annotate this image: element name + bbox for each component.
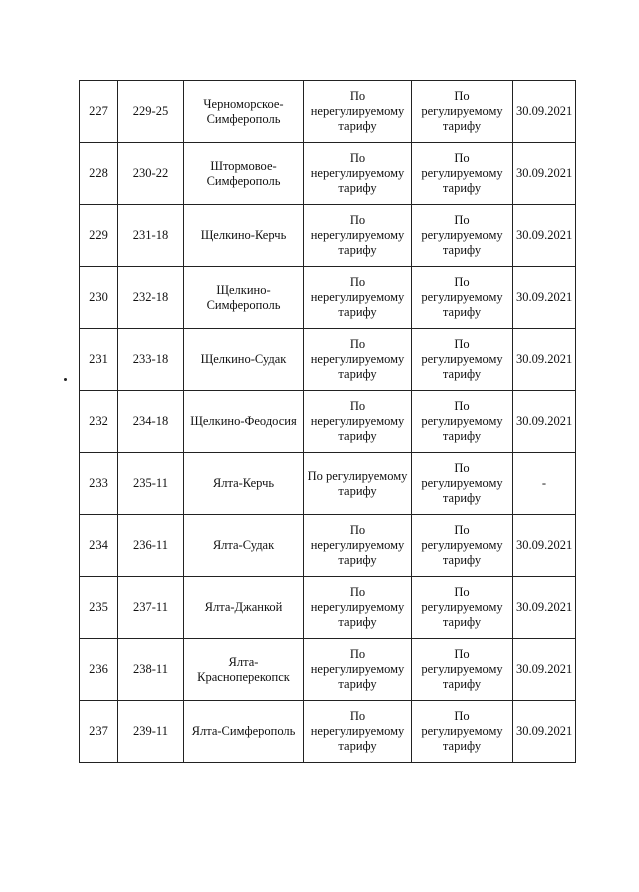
- current-tariff-type: По нерегулируемому тарифу: [304, 267, 412, 329]
- table-row: [80, 639, 576, 701]
- route-registration-number: 230-22: [118, 143, 184, 205]
- new-tariff-type: По регулируемому тарифу: [412, 143, 513, 205]
- table-row: [80, 267, 576, 329]
- current-tariff-type: По нерегулируемому тарифу: [304, 515, 412, 577]
- route-name: Щелкино-Феодосия: [184, 391, 304, 453]
- change-date: -: [513, 453, 576, 515]
- current-tariff-type: По нерегулируемому тарифу: [304, 639, 412, 701]
- current-tariff-type: По регулируемому тарифу: [304, 453, 412, 515]
- table-row: [80, 453, 576, 515]
- route-name: Ялта-Симферополь: [184, 701, 304, 763]
- current-tariff-type: По нерегулируемому тарифу: [304, 81, 412, 143]
- current-tariff-type: По нерегулируемому тарифу: [304, 577, 412, 639]
- new-tariff-type: По регулируемому тарифу: [412, 205, 513, 267]
- change-date: 30.09.2021: [513, 701, 576, 763]
- change-date: 30.09.2021: [513, 391, 576, 453]
- routes-table: [79, 80, 576, 763]
- route-name: Штормовое-Симферополь: [184, 143, 304, 205]
- table-row: [80, 515, 576, 577]
- current-tariff-type: По нерегулируемому тарифу: [304, 701, 412, 763]
- route-name: Ялта-Красноперекопск: [184, 639, 304, 701]
- route-name: Ялта-Керчь: [184, 453, 304, 515]
- route-registration-number: 229-25: [118, 81, 184, 143]
- change-date: 30.09.2021: [513, 329, 576, 391]
- route-registration-number: 239-11: [118, 701, 184, 763]
- current-tariff-type: По нерегулируемому тарифу: [304, 205, 412, 267]
- change-date: 30.09.2021: [513, 577, 576, 639]
- row-number: 227: [80, 81, 118, 143]
- current-tariff-type: По нерегулируемому тарифу: [304, 143, 412, 205]
- new-tariff-type: По регулируемому тарифу: [412, 81, 513, 143]
- row-number: 236: [80, 639, 118, 701]
- route-name: Щелкино-Симферополь: [184, 267, 304, 329]
- table-row: [80, 391, 576, 453]
- new-tariff-type: По регулируемому тарифу: [412, 391, 513, 453]
- route-registration-number: 233-18: [118, 329, 184, 391]
- route-name: Щелкино-Судак: [184, 329, 304, 391]
- row-number: 228: [80, 143, 118, 205]
- row-number: 233: [80, 453, 118, 515]
- scan-speck: [64, 378, 67, 381]
- route-registration-number: 234-18: [118, 391, 184, 453]
- row-number: 230: [80, 267, 118, 329]
- new-tariff-type: По регулируемому тарифу: [412, 267, 513, 329]
- new-tariff-type: По регулируемому тарифу: [412, 329, 513, 391]
- route-name: Щелкино-Керчь: [184, 205, 304, 267]
- route-registration-number: 238-11: [118, 639, 184, 701]
- table-row: [80, 329, 576, 391]
- route-registration-number: 232-18: [118, 267, 184, 329]
- change-date: 30.09.2021: [513, 205, 576, 267]
- row-number: 231: [80, 329, 118, 391]
- route-name: Черноморское-Симферополь: [184, 81, 304, 143]
- table-row: [80, 701, 576, 763]
- route-registration-number: 236-11: [118, 515, 184, 577]
- new-tariff-type: По регулируемому тарифу: [412, 515, 513, 577]
- table-row: [80, 143, 576, 205]
- row-number: 235: [80, 577, 118, 639]
- route-name: Ялта-Джанкой: [184, 577, 304, 639]
- table-row: [80, 205, 576, 267]
- change-date: 30.09.2021: [513, 639, 576, 701]
- change-date: 30.09.2021: [513, 267, 576, 329]
- table-row: [80, 577, 576, 639]
- change-date: 30.09.2021: [513, 81, 576, 143]
- row-number: 237: [80, 701, 118, 763]
- current-tariff-type: По нерегулируемому тарифу: [304, 329, 412, 391]
- row-number: 229: [80, 205, 118, 267]
- current-tariff-type: По нерегулируемому тарифу: [304, 391, 412, 453]
- route-name: Ялта-Судак: [184, 515, 304, 577]
- row-number: 234: [80, 515, 118, 577]
- new-tariff-type: По регулируемому тарифу: [412, 639, 513, 701]
- route-registration-number: 235-11: [118, 453, 184, 515]
- route-registration-number: 231-18: [118, 205, 184, 267]
- row-number: 232: [80, 391, 118, 453]
- route-registration-number: 237-11: [118, 577, 184, 639]
- new-tariff-type: По регулируемому тарифу: [412, 701, 513, 763]
- change-date: 30.09.2021: [513, 143, 576, 205]
- change-date: 30.09.2021: [513, 515, 576, 577]
- table-row: [80, 81, 576, 143]
- new-tariff-type: По регулируемому тарифу: [412, 577, 513, 639]
- new-tariff-type: По регулируемому тарифу: [412, 453, 513, 515]
